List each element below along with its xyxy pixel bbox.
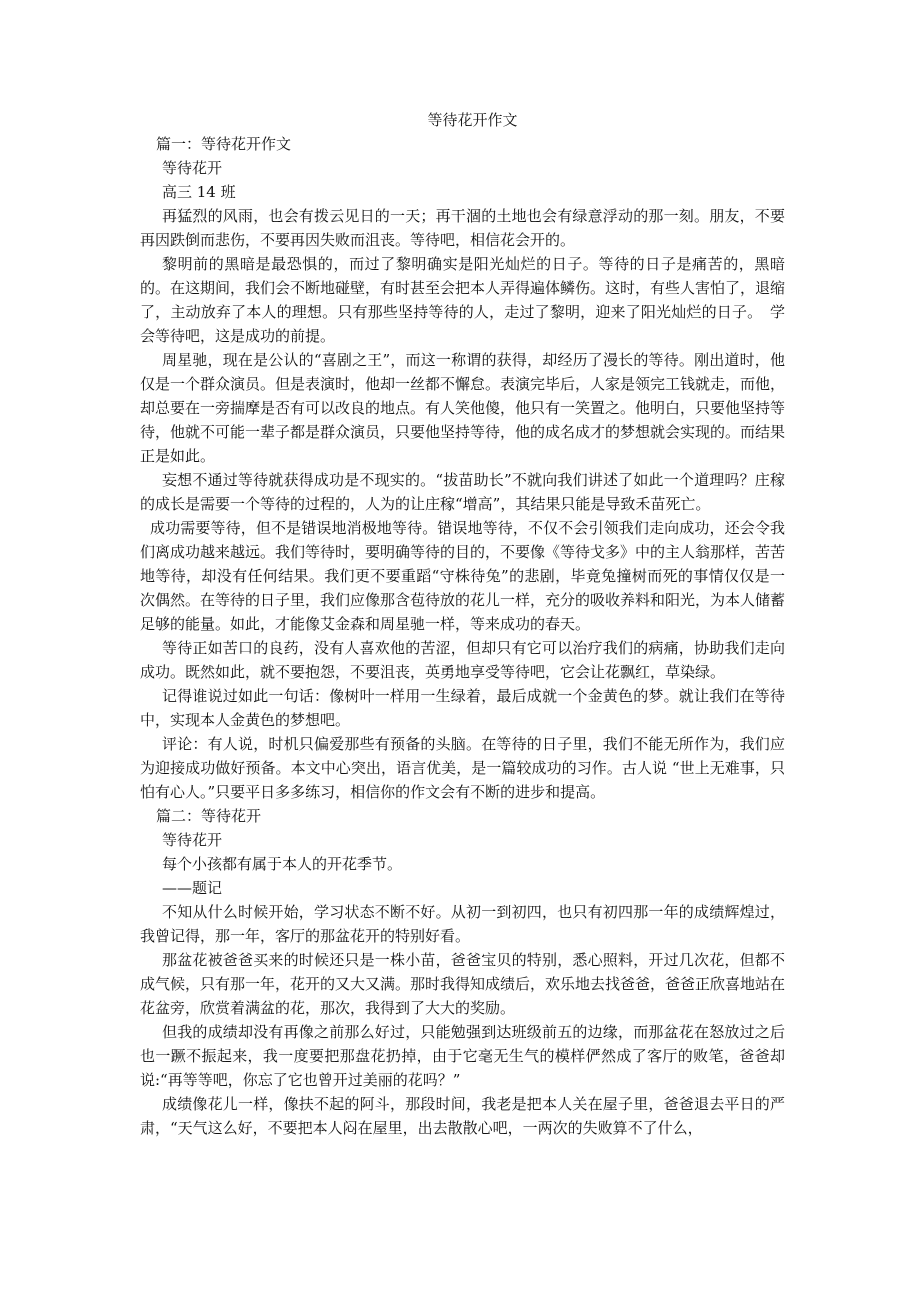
paragraph: 高三 14 班: [162, 183, 236, 201]
paragraph: 等待正如苦口的良药，没有人喜欢他的苦涩，但却只有它可以治疗我们的病痛，协助我们走向成功。既然如此，就不要抱怨，不要沮丧，英勇地享受等待吧，它会让花飘红，草染绿。: [140, 639, 785, 681]
paragraph: 评论：有人说，时机只偏爱那些有预备的头脑。在等待的日子里，我们不能无所作为，我们应为迎接成功做好预备。本文中心突出，语言优美，是一篇较成功的习作。古人说 “世上无难事，只怕有心人。”只要平日多多练习，相信你的作文会有不断的进步和提高。: [140, 735, 785, 801]
paragraph: 成功需要等待，但不是错误地消极地等待。错误地等待，不仅不会引领我们走向成功，还会令我们离成功越来越远。我们等待时，要明确等待的目的，不要像《等待戈多》中的主人翁那样，苦苦地等待，却没有任何结果。我们更不要重蹈“守株待兔”的悲剧，毕竟兔撞树而死的事情仅仅是一次偶然。在等待的日子里，我们应像那含苞待放的花儿一样，充分的吸收养料和阳光，为本人储蓄足够的能量。如此，才能像艾金森和周星驰一样，等来成功的春天。: [140, 519, 786, 633]
paragraph: 黎明前的黑暗是最恐惧的，而过了黎明确实是阳光灿烂的日子。等待的日子是痛苦的，黑暗的。在这期间，我们会不断地碰壁，有时甚至会把本人弄得遍体鳞伤。这时，有些人害怕了，退缩了，主动放弃了本人的理想。只有那些坚持等待的人，走过了黎明，迎来了阳光灿烂的日子。 学会等待吧，这是成功的前提。: [140, 255, 786, 345]
paragraph: 篇一：等待花开作文: [156, 135, 292, 153]
paragraph: 那盆花被爸爸买来的时候还只是一株小苗，爸爸宝贝的特别，悉心照料，开过几次花，但都不成气候，只有那一年，花开的又大又满。那时我得知成绩后，欢乐地去找爸爸，爸爸正欣喜地站在花盆旁，欣赏着满盆的花，那次，我得到了大大的奖励。: [140, 951, 786, 1017]
document-body: [140, 132, 785, 1140]
paragraph: 妄想不通过等待就获得成功是不现实的。“拔苗助长”不就向我们讲述了如此一个道理吗？庄稼的成长是需要一个等待的过程的，人为的让庄稼“增高”，其结果只能是导致禾苗死亡。: [140, 471, 785, 513]
paragraph: 等待花开: [162, 831, 223, 849]
document-title: 等待花开作文: [427, 111, 518, 129]
paragraph: 等待花开: [162, 159, 223, 177]
paragraph: 不知从什么时候开始，学习状态不断不好。从初一到初四，也只有初四那一年的成绩辉煌过，我曾记得，那一年，客厅的那盆花开的特别好看。: [140, 903, 785, 945]
paragraph: 再猛烈的风雨，也会有拨云见日的一天；再干涸的土地也会有绿意浮动的那一刻。朋友，不要再因跌倒而悲伤，不要再因失败而沮丧。等待吧，相信花会开的。: [140, 207, 785, 249]
paragraph: ——题记: [162, 879, 223, 897]
paragraph: 记得谁说过如此一句话：像树叶一样用一生绿着，最后成就一个金黄色的梦。就让我们在等待中，实现本人金黄色的梦想吧。: [140, 687, 785, 729]
paragraph: 但我的成绩却没有再像之前那么好过，只能勉强到达班级前五的边缘，而那盆花在怒放过之后也一蹶不振起来，我一度要把那盘花扔掉，由于它毫无生气的模样俨然成了客厅的败笔，爸爸却说:“再等等吧，你忘了它也曾开过美丽的花吗？”: [140, 1023, 785, 1089]
paragraph: 周星驰，现在是公认的“喜剧之王”，而这一称谓的获得，却经历了漫长的等待。刚出道时，他仅是一个群众演员。但是表演时，他却一丝都不懈怠。表演完毕后，人家是领完工钱就走，而他，却总要在一旁揣摩是否有可以改良的地点。有人笑他傻，他只有一笑置之。他明白，只要他坚持等待，他就不可能一辈子都是群众演员，只要他坚持等待，他的成名成才的梦想就会实现的。而结果正是如此。: [140, 351, 786, 465]
paragraph: 每个小孩都有属于本人的开花季节。: [162, 855, 403, 873]
paragraph: 篇二：等待花开: [156, 807, 262, 825]
document-page: [140, 108, 785, 1140]
paragraph: 成绩像花儿一样，像扶不起的阿斗，那段时间，我老是把本人关在屋子里，爸爸退去平日的严肃，“天气这么好，不要把本人闷在屋里，出去散散心吧，一两次的失败算不了什么，: [140, 1095, 785, 1137]
